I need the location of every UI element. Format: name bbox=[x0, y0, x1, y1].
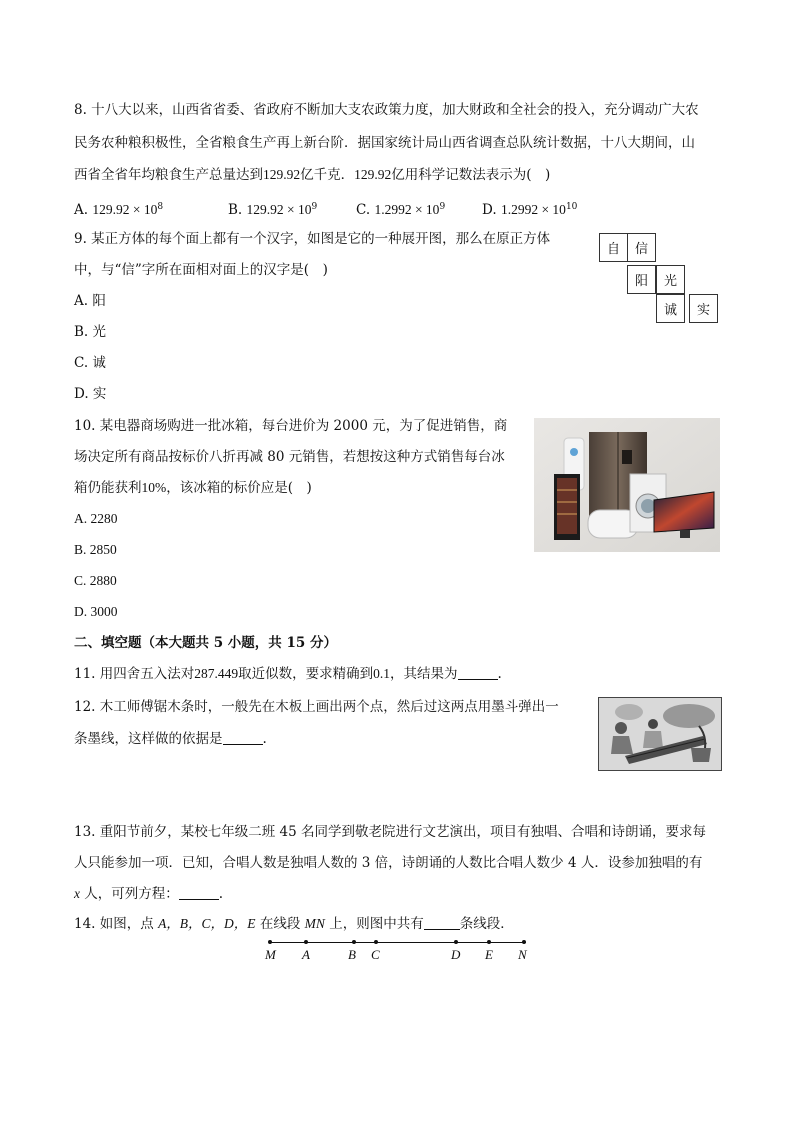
carpenter-illustration bbox=[598, 697, 722, 771]
q8-option-b[interactable]: B. $129.92 \times 10^9$ bbox=[228, 202, 318, 218]
q9-line-1: 9. 某正方体的每个面上都有一个汉字，如图是它的一种展开图，那么在原正方体 bbox=[74, 231, 551, 247]
point-e-label: E bbox=[485, 947, 493, 962]
point-n-label: N bbox=[518, 947, 527, 962]
q9-option-d[interactable]: D. 实 bbox=[74, 386, 107, 402]
q9-option-b[interactable]: B. 光 bbox=[74, 324, 107, 340]
point-a-dot bbox=[304, 940, 308, 944]
q10-line-2: 场决定所有商品按标价八折再减 80 元销售，若想按这种方式销售每台冰 bbox=[74, 449, 505, 465]
q12-line-2: 条墨线，这样做的依据是 . bbox=[74, 731, 267, 747]
q8-line-3: 西省全省年均粮食生产总量达到129.92亿千克．129.92亿用科学记数法表示为( ) bbox=[74, 167, 551, 183]
point-n-dot bbox=[522, 940, 526, 944]
q14-line: 14. 如图，点 A，B，C，D，E 在线段 MN 上，则图中共有 条线段． bbox=[74, 916, 514, 932]
point-c-dot bbox=[374, 940, 378, 944]
q11-answer-blank[interactable] bbox=[458, 665, 498, 680]
q9-line-2: 中，与“信”字所在面相对面上的汉字是( ) bbox=[74, 262, 328, 278]
q8-line-2: 民务农种粮积极性，全省粮食生产再上新台阶．据国家统计局山西省调查总队统计数据，十八大期间，山 bbox=[74, 135, 695, 151]
net-cell-6: 实 bbox=[689, 294, 718, 323]
q10-option-a[interactable]: A. 2280 bbox=[74, 511, 118, 526]
section-2-title: 二、填空题（本大题共 5 小题，共 15 分） bbox=[74, 635, 337, 651]
q8-option-d[interactable]: D. $1.2992 \times 10^{10}$ bbox=[482, 202, 578, 218]
net-cell-4: 光 bbox=[656, 265, 685, 294]
point-d-label: D bbox=[451, 947, 461, 962]
net-cell-5: 诚 bbox=[656, 294, 685, 323]
q9-option-a[interactable]: A. 阳 bbox=[74, 293, 106, 309]
point-d-dot bbox=[454, 940, 458, 944]
point-b-label: B bbox=[348, 947, 356, 962]
q14-answer-blank[interactable] bbox=[424, 915, 460, 930]
q13-line-2: 人只能参加一项．已知，合唱人数是独唱人数的 3 倍，诗朗诵的人数比合唱人数少 4 人．设参加独唱的有 bbox=[74, 855, 703, 871]
q10-line-3: 箱仍能获利10%，该冰箱的标价应是( ) bbox=[74, 480, 312, 496]
point-e-dot bbox=[487, 940, 491, 944]
q8-line-1: 8. 十八大以来，山西省省委、省政府不断加大支农政策力度，加大财政和全社会的投入，充分调动广大农 bbox=[74, 102, 699, 118]
q10-option-b[interactable]: B. 2850 bbox=[74, 542, 117, 557]
point-c-label: C bbox=[371, 947, 380, 962]
q13-line-1: 13. 重阳节前夕，某校七年级二班 45 名同学到敬老院进行文艺演出，项目有独唱、合唱和诗朗诵，要求每 bbox=[74, 824, 707, 840]
appliances-photo bbox=[534, 418, 720, 552]
q8-option-a[interactable]: A. $129.92 \times 10^8$ bbox=[74, 202, 164, 218]
q9-option-c[interactable]: C. 诚 bbox=[74, 355, 106, 371]
q12-line-1: 12. 木工师傅锯木条时，一般先在木板上画出两个点，然后过这两点用墨斗弹出一 bbox=[74, 699, 559, 715]
q13-answer-blank[interactable] bbox=[179, 885, 219, 900]
q10-option-d[interactable]: D. 3000 bbox=[74, 604, 118, 619]
point-b-dot bbox=[352, 940, 356, 944]
q13-line-3: x 人，可列方程： . bbox=[74, 886, 224, 902]
point-a-label: A bbox=[302, 947, 310, 962]
net-cell-1: 自 bbox=[599, 233, 628, 262]
q10-option-c[interactable]: C. 2880 bbox=[74, 573, 117, 588]
q8-option-c[interactable]: C. $1.2992 \times 10^9$ bbox=[356, 202, 446, 218]
q10-line-1: 10. 某电器商场购进一批冰箱，每台进价为 2000 元，为了促进销售，商 bbox=[74, 418, 508, 434]
q12-answer-blank[interactable] bbox=[223, 730, 263, 745]
q8-options bbox=[74, 197, 577, 220]
point-m-label: M bbox=[265, 947, 276, 962]
point-m-dot bbox=[268, 940, 272, 944]
net-cell-2: 信 bbox=[627, 233, 656, 262]
q11-line: 11. 用四舍五入法对287.449取近似数，要求精确到0.1，其结果为 . bbox=[74, 666, 502, 682]
net-cell-3: 阳 bbox=[627, 265, 656, 294]
